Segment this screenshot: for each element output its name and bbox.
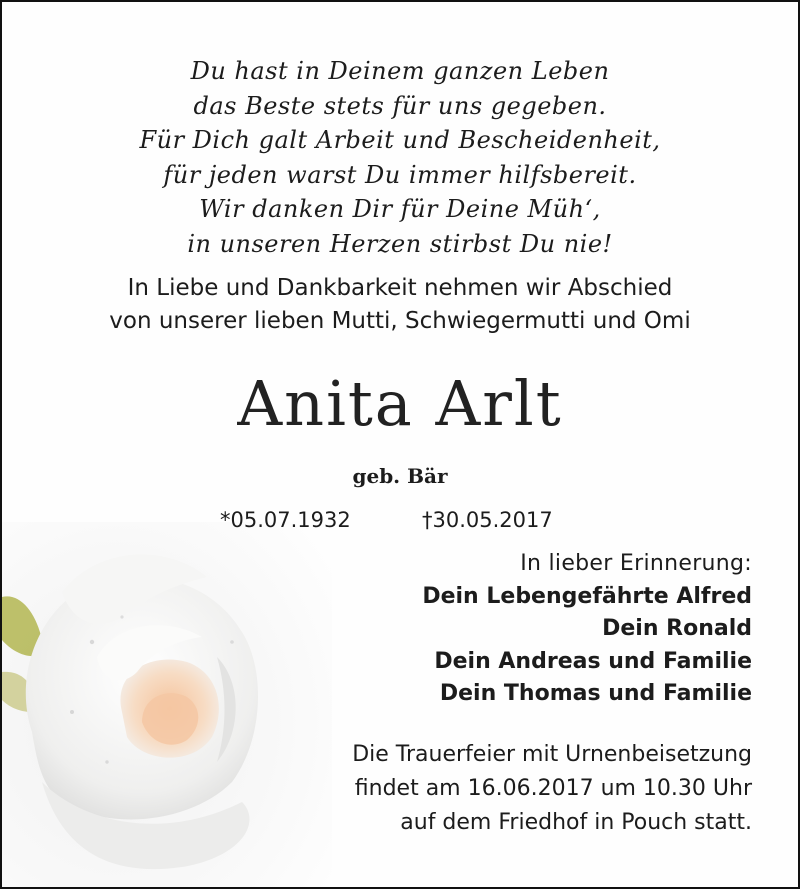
- white-rose-image: [2, 522, 332, 887]
- farewell-intro: [2, 272, 798, 338]
- funeral-line: auf dem Friedhof in Pouch statt.: [400, 810, 752, 835]
- death-date: †30.05.2017: [422, 508, 553, 532]
- maiden-name: geb. Bär: [352, 464, 448, 488]
- mourner-name: Dein Thomas und Familie: [439, 681, 752, 706]
- intro-line: In Liebe und Dankbarkeit nehmen wir Abschied: [127, 275, 673, 301]
- poem-line: Wir danken Dir für Deine Müh‘,: [199, 195, 601, 224]
- funeral-info: [352, 738, 752, 840]
- mourner-name: Dein Lebengefährte Alfred: [422, 583, 752, 609]
- funeral-line: Die Trauerfeier mit Urnenbeisetzung: [352, 742, 752, 767]
- mourner-name: Dein Andreas und Familie: [434, 648, 752, 674]
- poem-line: Für Dich galt Arbeit und Bescheidenheit,: [139, 126, 661, 155]
- birth-date: *05.07.1932: [220, 508, 351, 532]
- deceased-name: Anita Arlt: [237, 367, 563, 440]
- mourners-list: [422, 548, 752, 711]
- poem-line: Du hast in Deinem ganzen Leben: [190, 57, 610, 85]
- poem-line: für jeden warst Du immer hilfsbereit.: [163, 160, 637, 189]
- memorial-poem: [2, 54, 798, 262]
- poem-line: das Beste stets für uns gegeben.: [193, 91, 607, 120]
- mourner-name: Dein Ronald: [602, 616, 752, 641]
- poem-line: in unseren Herzen stirbst Du nie!: [187, 229, 613, 258]
- funeral-line: findet am 16.06.2017 um 10.30 Uhr: [354, 776, 752, 801]
- intro-line: von unserer lieben Mutti, Schwiegermutti und Omi: [109, 308, 691, 334]
- mourners-heading: In lieber Erinnerung:: [520, 551, 752, 576]
